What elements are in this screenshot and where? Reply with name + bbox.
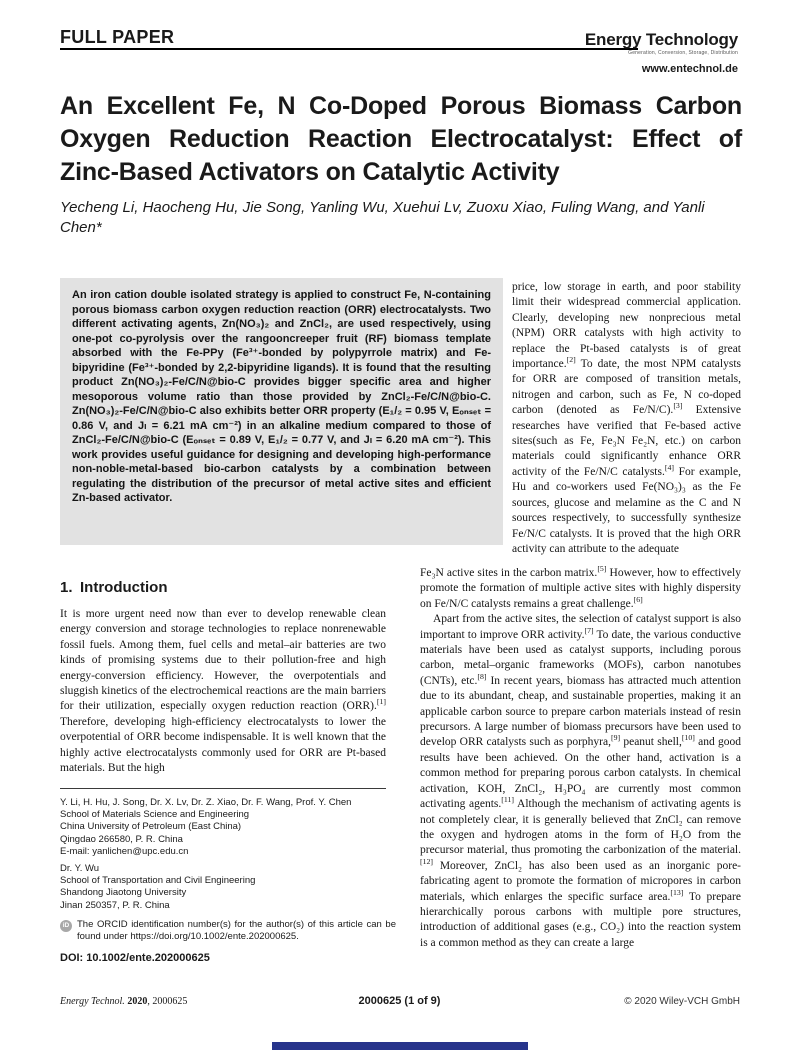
affiliation-authors: Dr. Y. Wu [60,863,100,875]
introduction-paragraph: It is more urgent need now than ever to develop renewable clean energy conversion and storage technologies to replace nonrenewable fossil fuels. Among them, fuel cells and metal–air batteries are two kinds of promising systems due to their pollution-free and high energy-conversion efficiency. However, the overpotentials and sluggish kinetics of the electrochemical reactions are the main barriers for their utilization, especially oxygen reduction reaction (ORR).[1] Therefore, developing high-efficiency electrocatalysts to lower the overpotential of ORR become indispensable. It is well known that the highly active electrocatalysts commonly used for ORR are Pt-based materials. But the high [60,608,386,775]
header-divider [60,48,638,50]
affiliation-block-2 [60,863,392,912]
footer-year: 2020 [127,996,148,1007]
footer-page-indicator: 2000625 (1 of 9) [358,995,441,1007]
affiliation-address: Jinan 250357, P. R. China [60,899,170,911]
paragraph-continuation: Fe₃N active sites in the carbon matrix.[5] However, how to effectively promote the formation of multiple active sites with highly dispersity on Fe/N/C catalysts remains a great challenge.[6] [420,564,741,610]
article-type-label: FULL PAPER [60,27,175,47]
journal-tagline: Generation, Conversion, Storage, Distribution [628,50,738,56]
footer-copyright: © 2020 Wiley-VCH GmbH [624,996,740,1007]
abstract-text: An iron cation double isolated strategy is applied to construct Fe, N-containing porous biomass carbon oxygen reduction reaction (ORR) electrocatalysts. Two different activating agents, Zn(NO₃)₂ and ZnCl₂, are used respectively, using one-pot co-pyrolysis over the rangooncreeper fruit (RF) biomass template absorbed with the Fe-PPy (Fe³⁺-bonded by polypyrrole matrix) and Fe-bipyridine (Fe³⁺-bonded by 2,2-bipyridine ligands). It is found that the resulting product Zn(NO₃)₂-Fe/C/N@bio-C provides bigger specific area and higher mesoporous volume ratio than those provided by ZnCl₂-Fe/C/N@bio-C. Zn(NO₃)₂-Fe/C/N@bio-C also exhibits better ORR property (E₁/₂ = 0.95 V, Eₒₙₛₑₜ = 0.86 V, and Jₗ = 6.21 mA cm⁻²) in an alkaline medium compared to those of ZnCl₂-Fe/C/N@bio-C (Eₒₙₛₑₜ = 0.89 V, E₁/₂ = 0.77 V, and Jₗ = 6.20 mA cm⁻²). This work provides useful guidance for designing and developing high-performance non-noble-metal-based bio-carbon catalysts by a combination between regulating the distribution of the precursor of metal active sites and efficient Zn-based activator. [72,289,491,504]
affiliations [60,797,392,917]
footer-journal-abbrev: Energy Technol. [60,996,128,1007]
orcid-note-row [60,919,396,943]
orcid-icon: iD [60,920,72,932]
bottom-bar [272,1042,528,1050]
abstract-box [60,278,503,545]
affiliation-university: China University of Petroleum (East China) [60,821,242,833]
footer-article-number: , 2000625 [147,996,188,1007]
paragraph: Apart from the active sites, the selection of catalyst support is also important to improve ORR activity.[7] To date, the various conductive materials have been used as catalyst supports, including porous carbon, metal–organic frameworks (MOFs), carbon nanotubes (CNTs), etc.[8] In recent years, biomass has attracted much attention due to its abundant, cheap, and sustainable properties, making it an applicable carbon source to prepare carbon materials instead of resin precursors. A large number of biomass precursors have been used to develop ORR catalysts such as porphyra,[9] peanut shell,[10] and good results have been achieved. On the other hand, activation is a common method for preparing porous carbon catalysts. In chemical activation, KOH, ZnCl₂, H₃PO₄ are currently most common activating agents.[11] Although the mechanism of activating agents is not completely clear, it is generally believed that ZnCl₂ can remove the oxygen and hydrogen atoms in the form of H₂O from the precursor material, thus promoting the carbonization of the material.[12] Moreover, ZnCl₂ has also been used as an inorganic pore-fabricating agent to promote the formation of micropores in carbon materials, which enlarges the specific surface area.[13] To prepare hierarchically porous carbons with multiple pore structures, introduction of additional gases (e.g., CO₂) into the reaction system is a common method as they can create a large [420,613,742,949]
journal-name: Energy Technology [584,30,738,49]
doi-link[interactable]: DOI: 10.1002/ente.202000625 [60,952,210,964]
journal-logo [585,31,738,56]
affiliation-block-1 [60,797,392,858]
author-list: Yecheng Li, Haocheng Hu, Jie Song, Yanling Wu, Xuehui Lv, Zuoxu Xiao, Fuling Wang, and Yanli Chen* [60,199,705,236]
journal-website-link[interactable]: www.entechnol.de [641,63,738,75]
affiliation-school: School of Materials Science and Engineering [60,809,250,821]
affiliation-email-link[interactable]: E-mail: yanlichen@upc.edu.cn [60,845,189,857]
affiliation-university: Shandong Jiaotong University [60,887,187,899]
footnote-divider [60,788,386,789]
orcid-note-link[interactable]: The ORCID identification number(s) for the author(s) of this article can be found under https://doi.org/10.1002/ente.202000625. [77,919,396,943]
affiliation-authors: Y. Li, H. Hu, J. Song, Dr. X. Lv, Dr. Z. Xiao, Dr. F. Wang, Prof. Y. Chen [60,797,352,808]
section-heading-introduction: 1. Introduction [60,579,168,596]
article-title: An Excellent Fe, N Co-Doped Porous Biomass Carbon Oxygen Reduction Reaction Electrocatalyst: Effect of Zinc-Based Activators on Catalytic Activity [60,92,742,186]
affiliation-school: School of Transportation and Civil Engineering [60,875,256,887]
body-column-right-wide [420,566,741,951]
body-column-right-narrow: price, low storage in earth, and poor stability limit their widespread commercial application. Clearly, developing new nonprecious metal (NPM) ORR catalysts with high activity to replace the Pt-based catalysts is of great importance.[2] To date, the most NPM catalysts for ORR are composed of transition metals, nitrogen and carbon, such as Fe, N co-doped carbon (denoted as Fe/N/C).[3] Extensive researches have verified that Fe-based active sites(such as Fe, Fe₃N Fe₂N, etc.) on carbon materials could significantly enhance ORR activity of the Fe/N/C catalysts.[4] For example, Hu and co-workers used Fe(NO₃)₃ as the Fe sources, glucose and melamine as the C and N sources respectively, to successfully synthesize Fe/N/C catalysts. It is proved that the high ORR activity can attribute to the adequate [512,281,741,555]
affiliation-address: Qingdao 266580, P. R. China [60,833,183,845]
